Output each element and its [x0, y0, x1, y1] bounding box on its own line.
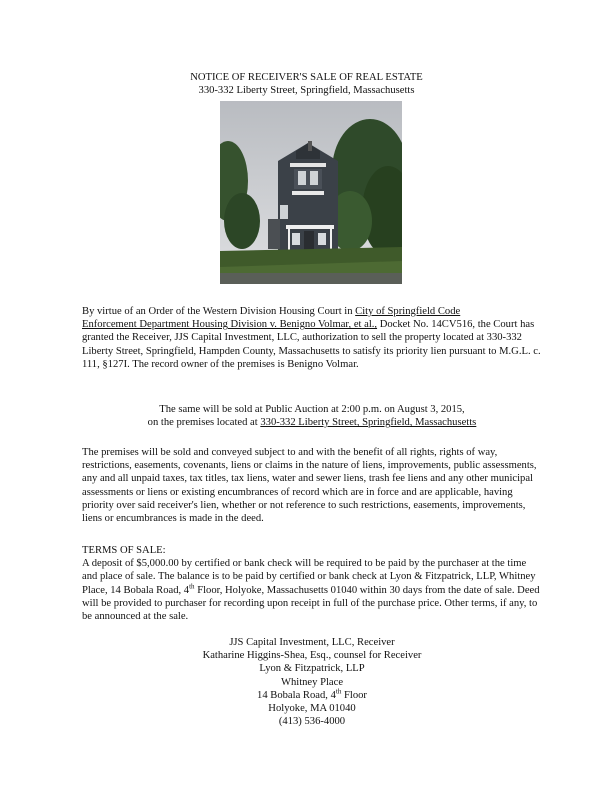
terms-text-1: A deposit of $5,000.00 by certified or bank check will be required to be paid by the purchaser at the time and place of sale. The balance is to be paid by certified or bank check at Lyon & Fitzpatrick, LLP, Whitney Place, 14 Bobala Road, 4	[82, 558, 536, 596]
intro-text-1: By virtue of an Order of the Western Division Housing Court in	[82, 306, 356, 317]
street-suffix: Floor	[341, 689, 367, 701]
signature-block	[82, 636, 542, 728]
auction-line-2	[82, 416, 542, 429]
street-sup: th	[335, 687, 342, 696]
signature-counsel: Katharine Higgins-Shea, Esq., counsel for Receiver	[202, 650, 422, 662]
notice-header	[0, 71, 613, 97]
auction-notice	[82, 403, 542, 429]
intro-text-2: Docket No. 14CV516, the Court has granted the Receiver, JJS Capital Investment, LLC, authorization to sell the property located at 330-332 Liberty Street, Springfield, Hampden County, Massachusetts to satisfy its priority lien pursuant to M.G.L. c. 111, §127I. The record owner of the premises is Benigno Volmar.	[82, 319, 541, 370]
terms-of-sale	[82, 544, 542, 623]
terms-sup: th	[189, 582, 195, 591]
notice-title: NOTICE OF RECEIVER'S SALE OF REAL ESTATE	[190, 72, 423, 83]
signature-phone: (413) 536-4000	[278, 716, 346, 728]
auction-address[interactable]: 330-332 Liberty Street, Springfield, Massachusetts	[260, 417, 477, 429]
case-name-part-2: Enforcement Department Housing Division v. Benigno Volmar, et al.,	[82, 319, 378, 331]
signature-firm: Lyon & Fitzpatrick, LLP	[259, 663, 365, 675]
signature-receiver: JJS Capital Investment, LLC, Receiver	[229, 637, 395, 648]
signature-street	[82, 689, 542, 702]
terms-text	[82, 557, 542, 623]
auction-prefix: on the premises located at	[147, 417, 261, 429]
street-prefix: 14 Bobala Road, 4	[257, 689, 336, 701]
property-photo	[220, 101, 402, 284]
case-name-part-1: City of Springfield Code	[355, 306, 461, 317]
signature-city: Holyoke, MA 01040	[268, 703, 356, 715]
conditions-paragraph: The premises will be sold and conveyed subject to and with the benefit of all rights, rights of way, restrictions, easements, covenants, liens or claims in the nature of liens, improvements, public assessments, any and all unpaid taxes, tax titles, tax liens, water and sewer liens, trash fee liens and any other municipal assessments or liens or existing encumbrances of record which are in force and are applicable, having priority over said receiver's lien, whether or not reference to such restrictions, easements, improvements, liens or encumbrances is made in the deed.	[82, 447, 537, 525]
intro-paragraph	[82, 305, 542, 371]
house-photo-image	[220, 101, 402, 284]
auction-line-1: The same will be sold at Public Auction at 2:00 p.m. on August 3, 2015,	[159, 404, 465, 415]
signature-building: Whitney Place	[280, 676, 344, 688]
terms-heading: TERMS OF SALE:	[82, 545, 166, 556]
terms-text-2: Floor, Holyoke, Massachusetts 01040 within 30 days from the date of sale. Deed will be provided to purchaser for recording upon receipt in full of the purchase price. Other terms, if any, to be announced at the sale.	[82, 584, 540, 623]
property-address: 330-332 Liberty Street, Springfield, Massachusetts	[198, 85, 415, 97]
